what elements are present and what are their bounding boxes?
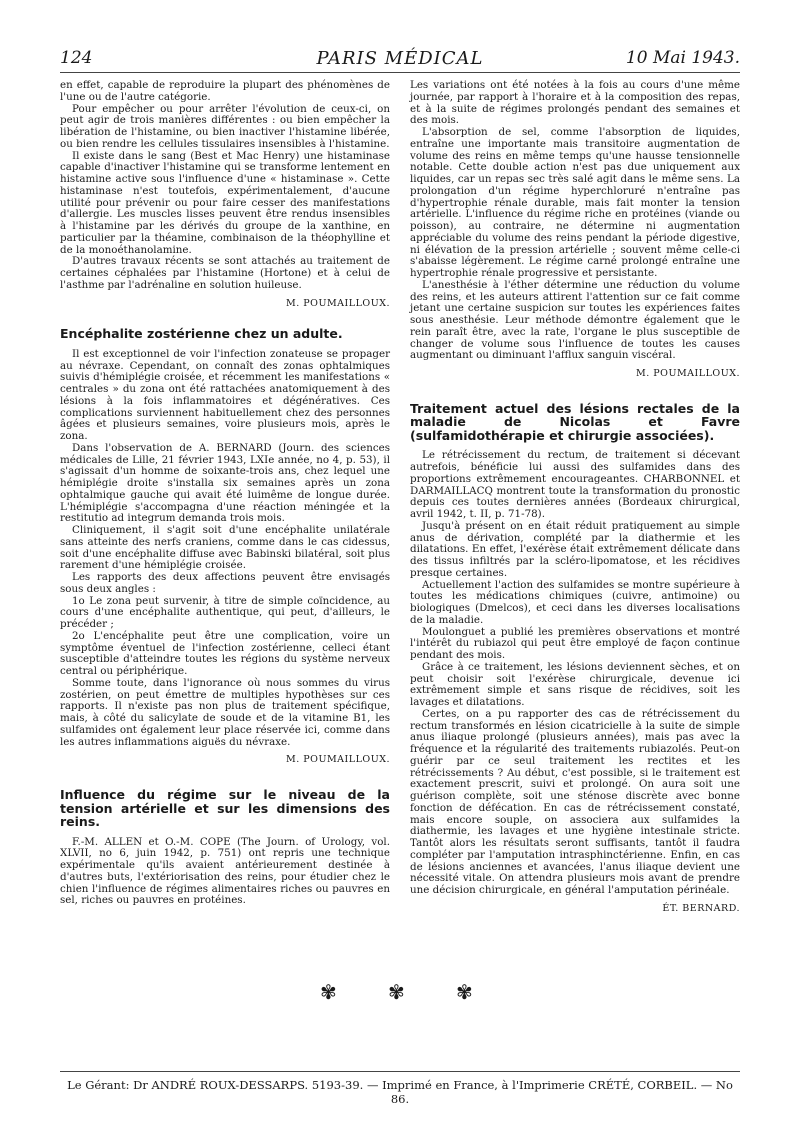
paragraph: Dans l'observation de A. BERNARD (Journ. des sciences médicales de Lille, 21 février 1943, LXIe année, no 4, p. 53), il s'agissait d'un homme de soixante-trois ans, chez lequel une hémiplégie droite s'installa six semaines après un zona ophtalmique gauche qui avait été luimême de longue durée. L'hémiplégie s'accompagna d'une réaction méningée et la restitutio ad integrum demanda trois mois.	[60, 441, 390, 525]
flower-ornament-icon: ✾	[456, 980, 473, 1004]
paragraph: F.-M. ALLEN et O.-M. COPE (The Journ. of Urology, vol. XLVII, no 6, juin 1942, p. 751) ont repris une technique expérimentale qu'ils avaient antérieurement destinée à d'autres buts, l'extériorisation des reins, pour étudier chez le chien l'influence de régimes alimentaires riches ou pauvres en sel, riches ou pauvres en protéines.	[60, 835, 390, 907]
paragraph: Certes, on a pu rapporter des cas de rétrécissement du rectum transformés en lésion cicatricielle à la suite de simple anus iliaque prolongé (plusieurs années), mais pas avec la fréquence et la régularité des traitements rubiazolés. Peut-on guérir par ce seul traitement les rectites et les rétrécissements ? Au début, c'est possible, si le traitement est exactement prescrit, suivi et prolongé. On aura soit une guérison complète, soit une sténose discrète avec bonne fonction de défécation. En cas de rétrécissement constaté, mais encore souple, on associera aux sulfamides la diathermie, les lavages et une hygiène intestinale stricte. Tantôt alors les résultats seront suffisants, tantôt il faudra compléter par l'amputation intrasphinctérienne. Enfin, en cas de lésions anciennes et avancées, l'anus iliaque devient une nécessité vitale. On attendra plusieurs mois avant de prendre une décision chirurgicale, en général l'amputation périnéale.	[410, 707, 740, 896]
flower-ornament-icon: ✾	[388, 980, 405, 1004]
paragraph: D'autres travaux récents se sont attachés au traitement de certaines céphalées par l'histamine (Hortone) et à celui de l'asthme par l'adrénaline en solution huileuse.	[60, 255, 390, 291]
paragraph: 2o L'encéphalite peut être une complication, voire un symptôme éventuel de l'infection zostérienne, celleci étant susceptible d'atteindre toutes les régions du système nerveux central ou périphérique.	[60, 629, 390, 677]
issue-date: 10 Mai 1943.	[625, 48, 740, 68]
paragraph: Somme toute, dans l'ignorance où nous sommes du virus zostérien, on peut émettre de multiples hypothèses sur ces rapports. Il n'existe pas non plus de traitement spécifique, mais, à côté du salicylate de soude et de la vitamine B1, les sulfamides ont également leur place réservée ici, comme dans les autres inflammations aiguës du névraxe.	[60, 676, 390, 748]
journal-title: PARIS MÉDICAL	[316, 48, 484, 69]
paragraph: Cliniquement, il s'agit soit d'une encéphalite unilatérale sans atteinte des nerfs craniens, comme dans le cas cidessus, soit d'une encéphalite diffuse avec Babinski bilatéral, soit plus rarement d'une hémiplégie croisée.	[60, 524, 390, 572]
author-signature: ÉT. BERNARD.	[662, 902, 740, 914]
paragraph: Il existe dans le sang (Best et Mac Henry) une histaminase capable d'inactiver l'histamine qui se transforme lentement en histamine active sous l'influence d'une « histaminase ». Cette histaminase n'est toutefois, expérimentalement, d'aucune utilité pour prévenir ou pour faire cesser des manifestations d'allergie. Les muscles lisses peuvent être rendus insensibles à l'histamine par les dérivés du groupe de la xanthine, en particulier par la théamine, combinaison de la théophylline et de la monoéthanolamine.	[60, 149, 390, 256]
left-column	[60, 80, 390, 907]
paragraph: en effet, capable de reproduire la plupart des phénomènes de l'une ou de l'autre catégorie.	[60, 79, 390, 103]
paragraph: Jusqu'à présent on en était réduit pratiquement au simple anus de dérivation, complété par la diathermie et les dilatations. En effet, l'exérèse était extrêmement délicate dans des tissus infiltrés par la scléro-lipomatose, et les récidives presque certaines.	[410, 519, 740, 579]
paragraph: Le rétrécissement du rectum, de traitement si décevant autrefois, bénéficie lui aussi des sulfamides dans des proportions extrêmement encourageantes. CHARBONNEL et DARMAILLACQ montrent toute la transformation du pronostic depuis ces toutes dernières années (Bordeaux chirurgical, avril 1942, t. II, p. 71-78).	[410, 449, 740, 520]
running-header	[60, 48, 740, 73]
imprint-footer: Le Gérant: Dr ANDRÉ ROUX-DESSARPS. 5193-39. — Imprimé en France, à l'Imprimerie CRÉTÉ, CORBEIL. — No 86.	[60, 1071, 740, 1106]
paragraph: L'anesthésie à l'éther détermine une réduction du volume des reins, et les auteurs attirent l'attention sur ce fait comme jetant une certaine suspicion sur toutes les expériences faites sous anesthésie. Leur méthode démontre également que le rein paraît être, avec la rate, l'organe le plus susceptible de changer de volume sous l'influence de toutes les causes augmentant ou diminuant l'afflux sanguin viscéral.	[410, 278, 740, 362]
author-signature: M. POUMAILLOUX.	[636, 368, 740, 379]
paragraph: L'absorption de sel, comme l'absorption de liquides, entraîne une importante mais transitoire augmentation de volume des reins en même temps qu'une hausse tensionnelle notable. Cette double action n'est pas due uniquement aux liquides, car un repas sec très salé agit dans le même sens. La prolongation d'un régime hyperchloruré n'entraîne pas d'hypertrophie rénale durable, mais fait monter la tension artérielle. L'influence du régime riche en protéines (viande ou poisson), au contraire, ne détermine ni augmentation appréciable du volume des reins pendant la période digestive, ni élévation de la pression artérielle ; souvent même celle-ci s'abaisse légèrement. Le régime carné prolongé entraîne une hypertrophie rénale progressive et persistante.	[410, 126, 740, 279]
paragraph: Il est exceptionnel de voir l'infection zonateuse se propager au névraxe. Cependant, on connaît des zonas ophtalmiques suivis d'hémiplégie croisée, et récemment les manifestations « centrales » du zona ont été rattachées anatomiquement à des lésions à la fois inflammatoires et dégénératives. Ces complications surviennent habituellement chez des personnes âgées et plusieurs semaines, voire plusieurs mois, après le zona.	[60, 347, 390, 442]
paragraph: Pour empêcher ou pour arrêter l'évolution de ceux-ci, on peut agir de trois manières différentes : ou bien empêcher la libération de l'histamine, ou bien inactiver l'histamine libérée, ou bien rendre les cellules tissulaires insensibles à l'histamine.	[60, 102, 390, 150]
paragraph: Grâce à ce traitement, les lésions deviennent sèches, et on peut choisir soit l'exérèse chirurgicale, devenue ici extrêmement simple et sans risque de récidives, soit les lavages et dilatations.	[410, 660, 740, 708]
paragraph: Les rapports des deux affections peuvent être envisagés sous deux angles :	[60, 571, 390, 595]
paragraph: Les variations ont été notées à la fois au cours d'une même journée, par rapport à l'horaire et à la composition des repas, et à la suite de régimes prolongés pendant des semaines et des mois.	[410, 79, 740, 127]
flower-ornament-icon: ✾	[320, 980, 337, 1004]
author-signature: M. POUMAILLOUX.	[286, 297, 390, 309]
author-signature: M. POUMAILLOUX.	[286, 754, 390, 766]
paragraph: Actuellement l'action des sulfamides se montre supérieure à toutes les médications chimiques (cuivre, antimoine) ou biologiques (Dmelcos), et ceci dans les diverses localisations de la maladie.	[410, 578, 740, 626]
article-heading: Traitement actuel des lésions rectales de la maladie de Nicolas et Favre (sulfamidothérapie et chirurgie associées).	[410, 400, 740, 443]
right-column	[410, 80, 740, 915]
paragraph: Moulonguet a publié les premières observations et montré l'intérêt du rubiazol qui peut être employé de façon continue pendant des mois.	[410, 625, 740, 661]
paragraph: 1o Le zona peut survenir, à titre de simple coïncidence, au cours d'une encéphalite authentique, qui peut, d'ailleurs, le précéder ;	[60, 594, 390, 630]
page-number: 124	[60, 48, 93, 68]
article-heading: Influence du régime sur le niveau de la tension artérielle et sur les dimensions des reins.	[60, 787, 390, 829]
ornament-row	[300, 980, 540, 1010]
article-heading: Encéphalite zostérienne chez un adulte.	[60, 326, 343, 342]
